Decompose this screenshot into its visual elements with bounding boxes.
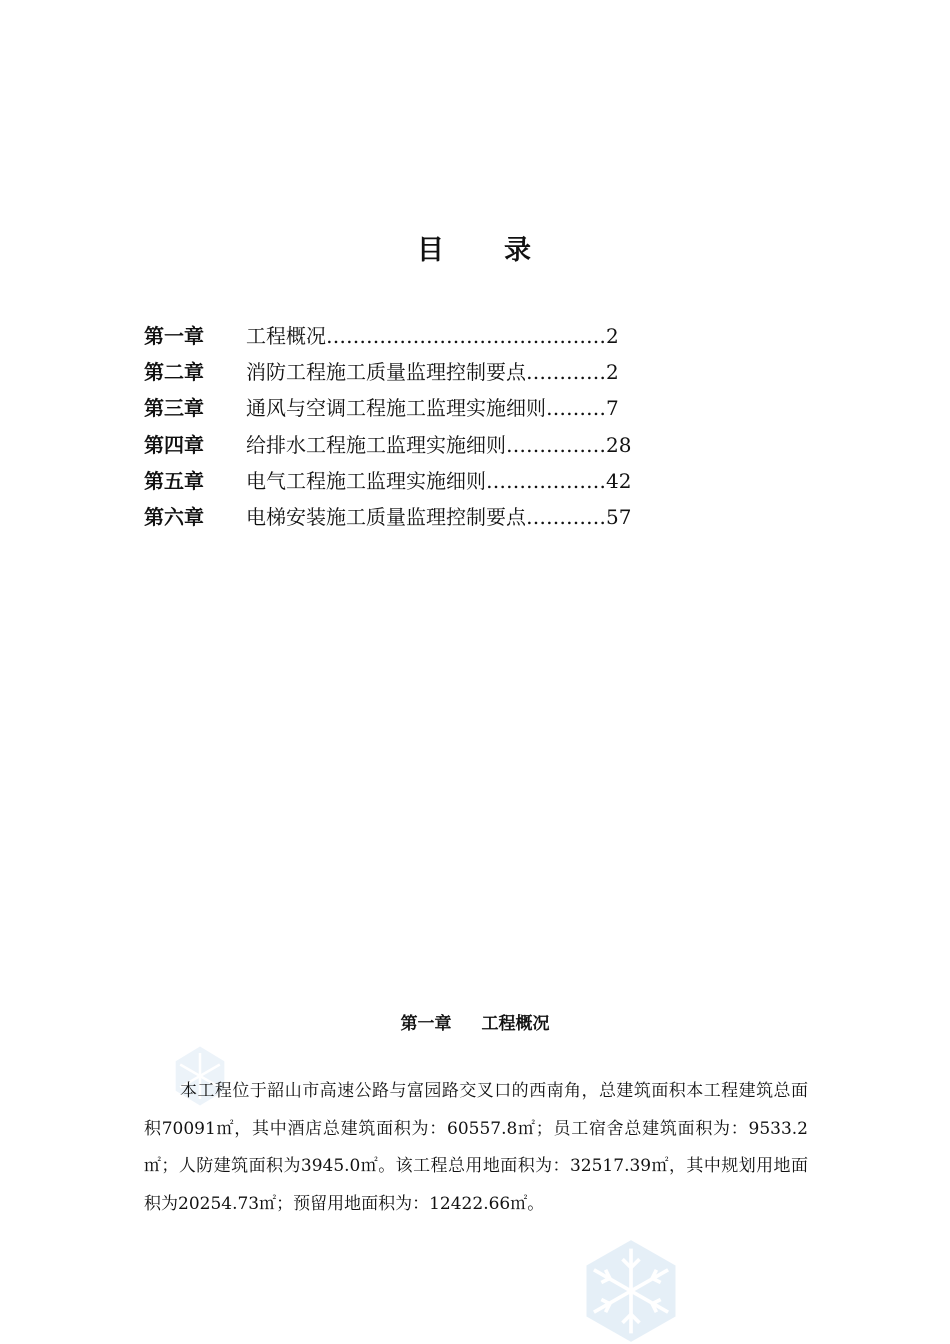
chapter-body-paragraph: 本工程位于韶山市高速公路与富园路交叉口的西南角，总建筑面积本工程建筑总面积70091㎡，其中酒店总建筑面积为：60557.8㎡；员工宿舍总建筑面积为：9533.2㎡；人防建筑面积为3945.0㎡。该工程总用地面积为：32517.39㎡，其中规划用地面积为20254.73㎡；预留用地面积为：12422.66㎡。: [144, 1081, 808, 1214]
toc-entry-text: 通风与空调工程施工监理实施细则………7: [246, 396, 619, 421]
toc-entry[interactable]: [144, 390, 684, 426]
toc-entry[interactable]: [144, 318, 684, 354]
toc-entry[interactable]: [144, 427, 684, 463]
toc-entry-text: 工程概况……………………………………2: [246, 324, 619, 348]
toc-entry-text: 给排水工程施工监理实施细则……………28: [246, 432, 632, 457]
toc-entry-text: 电梯安装施工质量监理控制要点…………57: [246, 504, 632, 529]
toc-entry[interactable]: [144, 463, 684, 499]
chapter-heading: [0, 1009, 950, 1034]
toc-title-char-2: 录: [504, 235, 533, 266]
toc-title: [0, 228, 950, 267]
toc-entry-text: 消防工程施工质量监理控制要点…………2: [246, 360, 619, 385]
toc-entry-text: 电气工程施工监理实施细则………………42: [246, 468, 632, 493]
toc-chapter-number: 第二章: [144, 360, 204, 385]
toc-chapter-number: 第三章: [144, 396, 204, 421]
snowflake-watermark-icon: [576, 1238, 686, 1344]
toc-list: [144, 318, 684, 535]
toc-chapter-number: 第六章: [144, 504, 204, 529]
toc-chapter-number: 第一章: [144, 324, 204, 348]
toc-chapter-number: 第四章: [144, 432, 204, 457]
chapter-title: 工程概况: [481, 1014, 550, 1034]
chapter-number: 第一章: [400, 1014, 452, 1034]
toc-entry[interactable]: [144, 499, 684, 535]
toc-chapter-number: 第五章: [144, 468, 204, 493]
toc-entry[interactable]: [144, 354, 684, 390]
toc-title-char-1: 目: [417, 235, 446, 266]
